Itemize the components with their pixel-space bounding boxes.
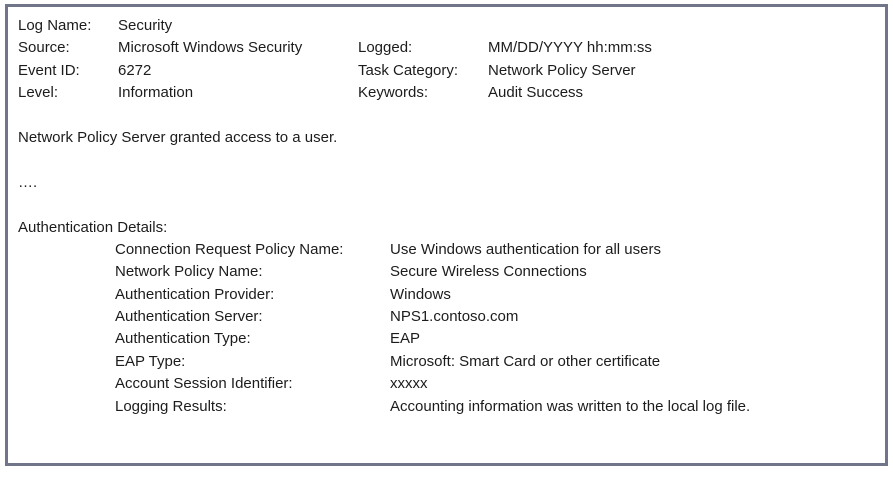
spacer bbox=[18, 105, 877, 127]
auth-detail-row bbox=[18, 261, 877, 283]
field-value: 6272 bbox=[118, 61, 152, 79]
auth-details-heading: Authentication Details: bbox=[18, 218, 168, 236]
detail-value: Microsoft: Smart Card or other certificate bbox=[390, 352, 661, 370]
detail-value: xxxxx bbox=[390, 375, 428, 393]
field-value: Audit Success bbox=[488, 84, 584, 102]
event-header-row bbox=[18, 82, 877, 104]
auth-detail-row bbox=[18, 373, 877, 395]
spacer bbox=[18, 149, 877, 171]
field-label bbox=[358, 15, 488, 37]
omitted-content-ellipsis: …. bbox=[18, 173, 38, 191]
detail-label: Authentication Server: bbox=[115, 308, 263, 326]
field-label: Source: bbox=[18, 39, 70, 57]
field-value: MM/DD/YYYY hh:mm:ss bbox=[488, 39, 652, 57]
detail-label: Account Session Identifier: bbox=[115, 375, 293, 393]
detail-value: EAP bbox=[390, 330, 421, 348]
auth-detail-row bbox=[18, 351, 877, 373]
detail-label: EAP Type: bbox=[115, 352, 186, 370]
field-label: Event ID: bbox=[18, 61, 80, 79]
detail-label: Logging Results: bbox=[115, 397, 227, 415]
field-label: Log Name: bbox=[18, 17, 92, 34]
auth-detail-row bbox=[18, 328, 877, 350]
auth-detail-row bbox=[18, 306, 877, 328]
field-value: Information bbox=[118, 84, 194, 102]
detail-value: Windows bbox=[390, 285, 451, 303]
event-header-row bbox=[18, 37, 877, 59]
event-description: Network Policy Server granted access to a user. bbox=[18, 128, 338, 146]
detail-label: Authentication Type: bbox=[115, 330, 251, 348]
detail-label: Authentication Provider: bbox=[115, 285, 275, 303]
spacer bbox=[18, 194, 877, 216]
field-label: Logged: bbox=[358, 39, 413, 57]
detail-label: Connection Request Policy Name: bbox=[115, 240, 344, 258]
detail-value: Use Windows authentication for all users bbox=[390, 240, 661, 258]
detail-value: Secure Wireless Connections bbox=[390, 263, 587, 281]
auth-detail-row bbox=[18, 239, 877, 261]
field-value: Security bbox=[118, 17, 173, 34]
event-header-row bbox=[18, 15, 877, 37]
field-value bbox=[488, 15, 877, 37]
detail-label: Network Policy Name: bbox=[115, 263, 263, 281]
field-value: Microsoft Windows Security bbox=[118, 39, 303, 57]
field-value: Network Policy Server bbox=[488, 61, 636, 79]
auth-detail-row bbox=[18, 396, 877, 418]
detail-value: Accounting information was written to the local log file. bbox=[390, 397, 751, 415]
field-label: Task Category: bbox=[358, 61, 459, 79]
auth-detail-row bbox=[18, 284, 877, 306]
event-header-row bbox=[18, 60, 877, 82]
detail-value: NPS1.contoso.com bbox=[390, 308, 519, 326]
field-label: Keywords: bbox=[358, 84, 429, 102]
event-record-panel bbox=[5, 4, 888, 466]
field-label: Level: bbox=[18, 84, 59, 102]
